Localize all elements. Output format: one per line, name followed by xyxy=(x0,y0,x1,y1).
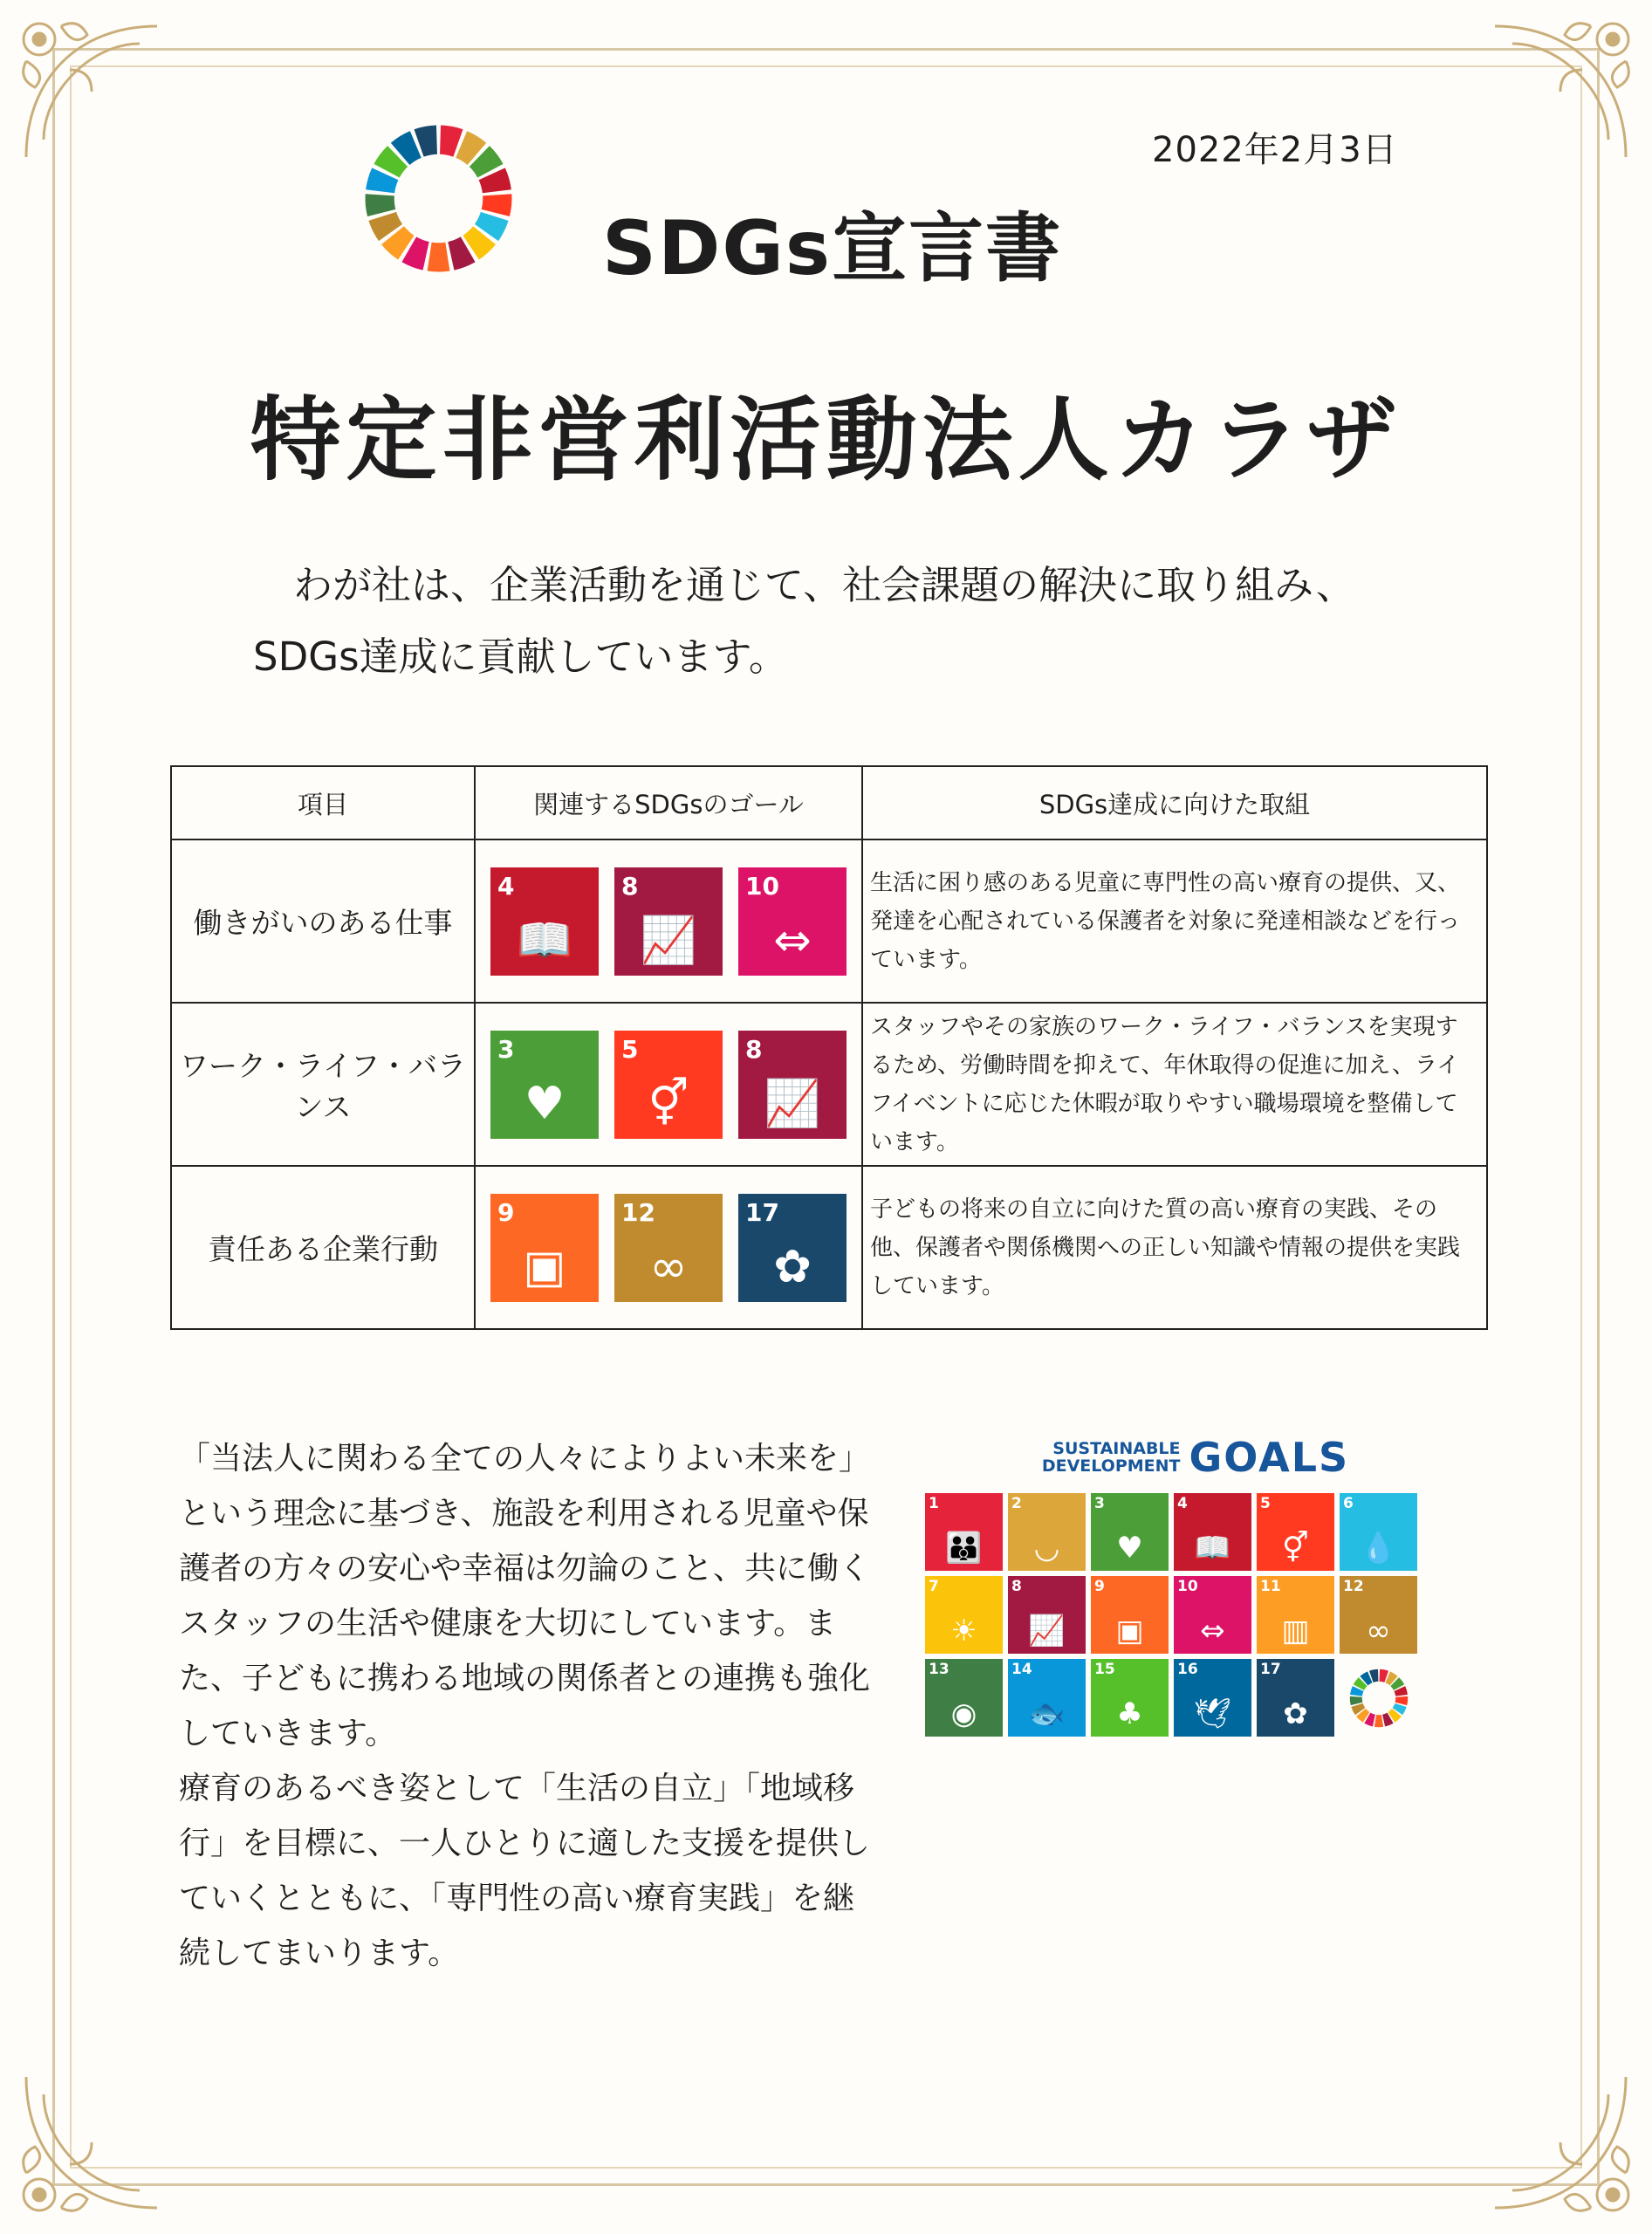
sdg-wheel-small-icon xyxy=(1340,1659,1417,1737)
gender-icon: ⚥ xyxy=(1282,1531,1309,1566)
header-related-goals: 関連するSDGsのゴール xyxy=(475,766,862,839)
family-icon: 👪 xyxy=(945,1531,983,1566)
wheel-segment xyxy=(1374,1715,1382,1727)
row-action: 生活に困り感のある児童に専門性の高い療育の提供、又、発達を心配されている保護者を対象に発達相談などを行っています。 xyxy=(862,839,1487,1003)
ornament-corner-icon xyxy=(1477,2059,1643,2225)
equality-arrows-icon: ⇔ xyxy=(1200,1614,1225,1648)
intro-line-1: わが社は、企業活動を通じて、社会課題の解決に取り組み、 xyxy=(293,562,1355,608)
row-item: 働きがいのある仕事 xyxy=(171,839,475,1003)
sdg-goal-tile: 16 🕊 xyxy=(1174,1659,1251,1737)
wheel-segment xyxy=(428,243,450,272)
sdg-goal-tile: 3 ♥ xyxy=(1091,1493,1169,1571)
fish-icon: 🐟 xyxy=(1028,1696,1066,1731)
city-icon: ▥ xyxy=(1281,1614,1310,1648)
organization-name: 特定非営利活動法人カラザ xyxy=(250,387,1402,493)
row-action: 子どもの将来の自立に向けた質の高い療育の実践、その他、保護者や関係機関への正しい知識や情報の提供を実践しています。 xyxy=(862,1166,1487,1329)
sdg-goal-tile: 12 ∞ xyxy=(614,1194,723,1302)
sdg-goal-tile: 9 ▣ xyxy=(1091,1576,1169,1654)
sdg-goal-tile: 12 ∞ xyxy=(1340,1576,1417,1654)
table-row xyxy=(171,839,1487,1003)
philosophy-statement xyxy=(179,1431,877,1981)
sdg-commitment-table xyxy=(170,765,1488,1330)
sustainable-development-label: SUSTAINABLE DEVELOPMENT xyxy=(1041,1439,1181,1476)
sdg-goal-tile: 10 ⇔ xyxy=(1174,1576,1251,1654)
wheel-segment xyxy=(366,194,396,216)
row-action: スタッフやその家族のワーク・ライフ・バランスを実現するため、労働時間を抑えて、年休取得の促進に加え、ライフイベントに応じた休暇が取りやすい職場環境を整備しています。 xyxy=(862,1003,1487,1166)
goals-wordmark: GOALS xyxy=(1189,1434,1350,1481)
sdg-goal-tile: 5 ⚥ xyxy=(1257,1493,1334,1571)
wheel-segment xyxy=(1395,1696,1408,1704)
sdg-goal-tile: 3 ♥ xyxy=(490,1031,599,1139)
sdg-goal-tile: 14 🐟 xyxy=(1008,1659,1086,1737)
sdg-goal-tile: 4 📖 xyxy=(1174,1493,1251,1571)
sdg-goal-tile: 5 ⚥ xyxy=(614,1031,723,1139)
declaration-title: SDGs宣言書 xyxy=(602,205,1063,292)
row-goals xyxy=(475,1166,862,1329)
partnership-flower-icon: ✿ xyxy=(773,1240,812,1293)
water-drop-icon: 💧 xyxy=(1360,1531,1397,1566)
growth-chart-icon: 📈 xyxy=(1028,1614,1066,1648)
eye-globe-icon: ◉ xyxy=(950,1696,977,1731)
growth-chart-icon: 📈 xyxy=(764,1077,821,1130)
infinity-icon: ∞ xyxy=(649,1240,688,1293)
tree-icon: ♣ xyxy=(1116,1696,1143,1731)
table-row xyxy=(171,1003,1487,1166)
intro-line-2: SDGs達成に貢献しています。 xyxy=(253,634,788,680)
sdg-goals-header xyxy=(925,1427,1466,1488)
dove-icon: 🕊 xyxy=(1193,1696,1232,1731)
book-pencil-icon: 📖 xyxy=(1194,1531,1231,1566)
ornament-corner-icon xyxy=(9,9,175,175)
sdg-goals-poster xyxy=(925,1427,1466,1737)
cubes-icon: ▣ xyxy=(523,1240,566,1293)
bowl-icon: ◡ xyxy=(1033,1531,1060,1566)
sdg-goal-tile: 8 📈 xyxy=(614,867,723,976)
row-item: ワーク・ライフ・バランス xyxy=(171,1003,475,1166)
sdg-goal-tile: 8 📈 xyxy=(1008,1576,1086,1654)
ornament-corner-icon xyxy=(9,2059,175,2225)
intro-statement xyxy=(253,550,1475,693)
table-header-row xyxy=(171,766,1487,839)
sdg-goals-grid xyxy=(925,1493,1466,1737)
ornament-corner-icon xyxy=(1477,9,1643,175)
row-item: 責任ある企業行動 xyxy=(171,1166,475,1329)
sdg-goal-tile: 11 ▥ xyxy=(1257,1576,1334,1654)
row-goals xyxy=(475,1003,862,1166)
header-item: 項目 xyxy=(171,766,475,839)
cubes-icon: ▣ xyxy=(1115,1614,1144,1648)
sdg-goal-tile: 17 ✿ xyxy=(738,1194,847,1302)
sdg-goal-tile: 17 ✿ xyxy=(1257,1659,1334,1737)
goal-paragraph: 療育のあるべき姿として「生活の自立」「地域移行」を目標に、一人ひとりに適した支援を提供していくとともに、「専門性の高い療育実践」を継続してまいります。 xyxy=(179,1771,871,1971)
sdg-goal-tile: 1 👪 xyxy=(925,1493,1003,1571)
sdg-goal-tile: 6 💧 xyxy=(1340,1493,1417,1571)
sdg-goal-tile: 13 ◉ xyxy=(925,1659,1003,1737)
philosophy-paragraph: 「当法人に関わる全ての人々によりよい未来を」という理念に基づき、施設を利用される児童や保護者の方々の安心や幸福は勿論のこと、共に働くスタッフの生活や健康を大切にしています。また、子どもに携わる地域の関係者との連携も強化していきます。 xyxy=(179,1441,871,1751)
header-actions: SDGs達成に向けた取組 xyxy=(862,766,1487,839)
sdg-goal-tile: 10 ⇔ xyxy=(738,867,847,976)
sun-icon: ☀ xyxy=(950,1614,977,1648)
sdg-goal-tile: 2 ◡ xyxy=(1008,1493,1086,1571)
heartbeat-icon: ♥ xyxy=(524,1077,566,1130)
sdg-goal-tile: 8 📈 xyxy=(738,1031,847,1139)
partnership-flower-icon: ✿ xyxy=(1283,1696,1308,1731)
sdg-wheel-logo-icon xyxy=(362,122,515,275)
sdg-goal-tile: 9 ▣ xyxy=(490,1194,599,1302)
wheel-segment xyxy=(482,194,512,216)
declaration-date: 2022年2月3日 xyxy=(1152,130,1398,170)
gender-icon: ⚥ xyxy=(648,1077,689,1130)
row-goals xyxy=(475,839,862,1003)
book-pencil-icon: 📖 xyxy=(516,914,573,967)
equality-arrows-icon: ⇔ xyxy=(773,914,812,967)
sdg-goal-tile: 15 ♣ xyxy=(1091,1659,1169,1737)
table-row xyxy=(171,1166,1487,1329)
wheel-segment xyxy=(1349,1696,1362,1704)
growth-chart-icon: 📈 xyxy=(640,914,697,967)
heartbeat-icon: ♥ xyxy=(1116,1531,1143,1566)
sdg-goal-tile: 4 📖 xyxy=(490,867,599,976)
infinity-icon: ∞ xyxy=(1366,1614,1391,1648)
sdg-goal-tile: 7 ☀ xyxy=(925,1576,1003,1654)
